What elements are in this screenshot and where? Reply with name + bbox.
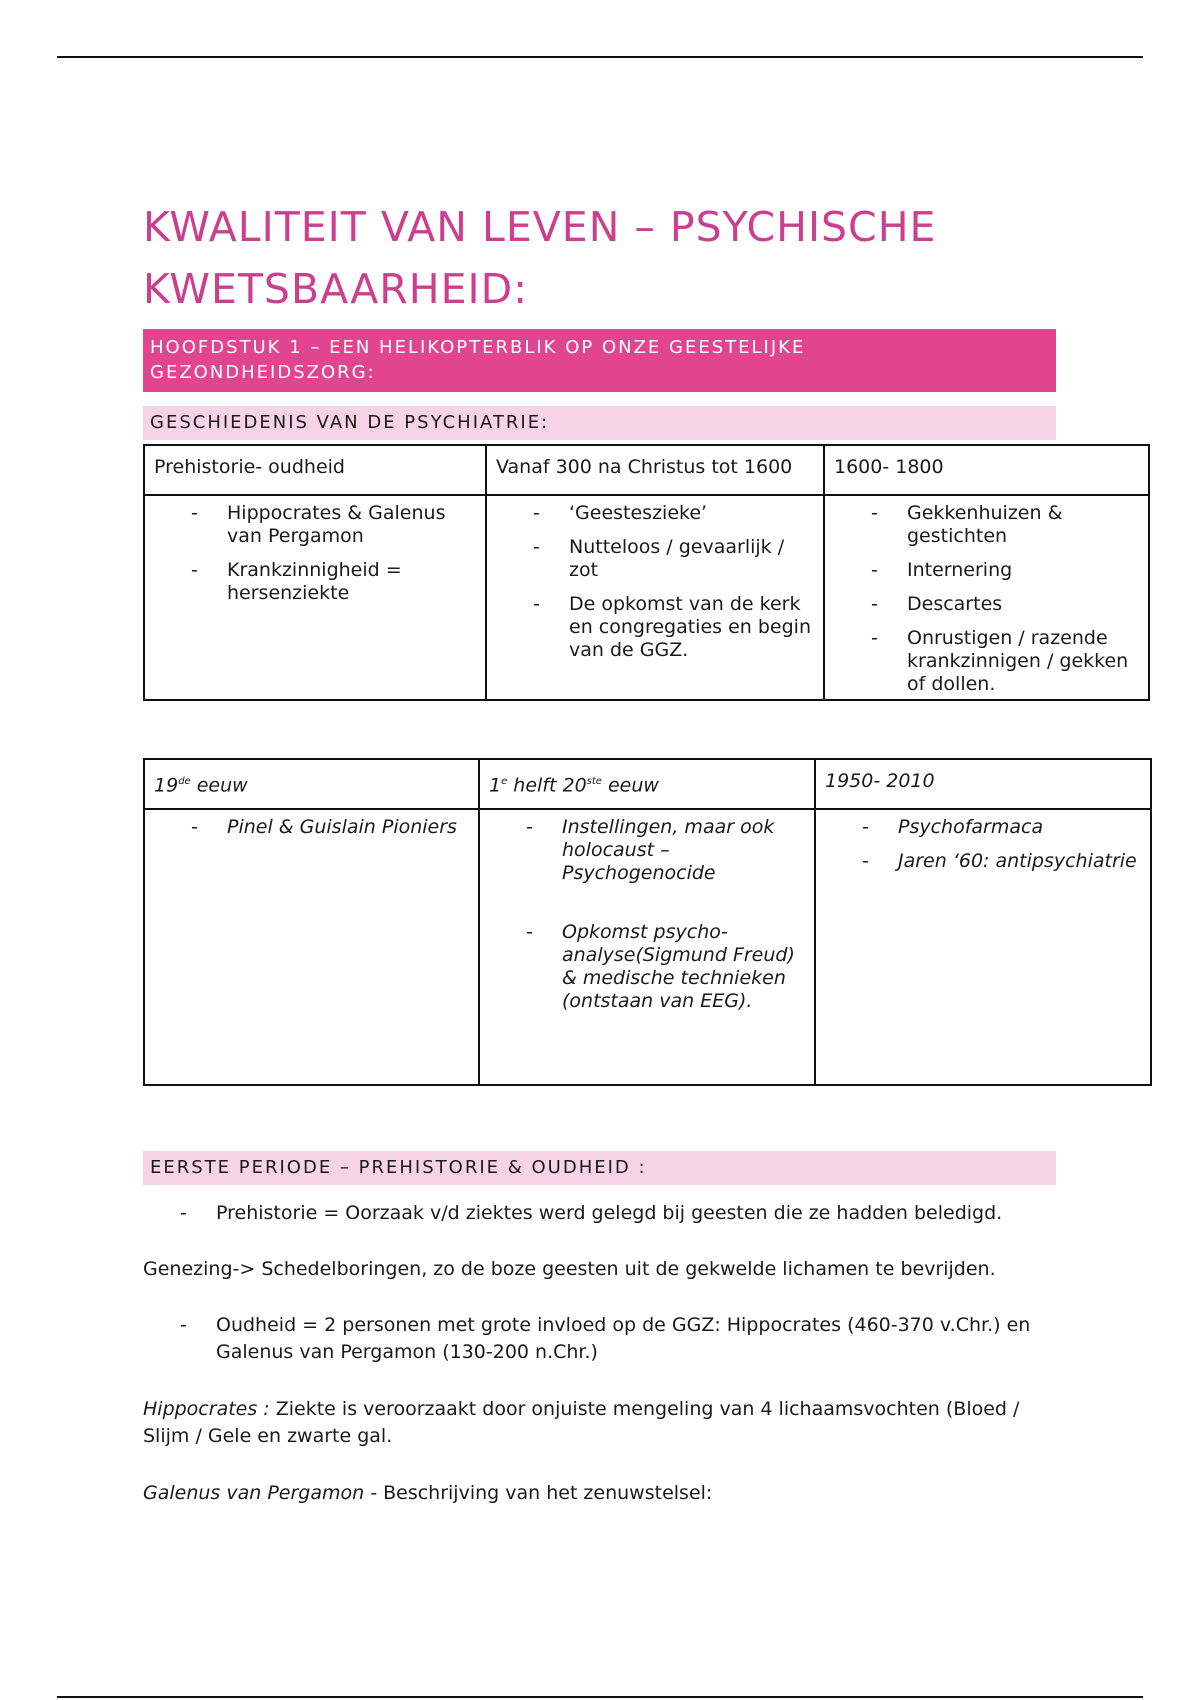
list-item: - Krankzinnigheid = hersenziekte <box>145 559 485 605</box>
bullet-text: Prehistorie = Oorzaak v/d ziektes werd gelegd bij geesten die ze hadden beledigd. <box>216 1202 1003 1224</box>
list-item: - Onrustigen / razende krankzinnigen / gekken of dollen. <box>825 627 1148 696</box>
table1-header-2: Vanaf 300 na Christus tot 1600 <box>486 445 824 495</box>
hippocrates-text: Ziekte is veroorzaakt door onjuiste mengeling van 4 lichaamsvochten (Bloed / Slijm / Gele en zwarte gal. <box>143 1398 1020 1447</box>
dash-mark: - <box>180 1202 187 1224</box>
title-line-2: KWETSBAARHEID: <box>143 265 529 313</box>
table2-cell-2 <box>479 809 815 1085</box>
table1-cell-1 <box>144 495 486 700</box>
chapter-heading-line-2: GEZONDHEIDSZORG: <box>150 362 376 383</box>
history-table-2 <box>143 758 1152 1086</box>
bullet-text: Oudheid = 2 personen met grote invloed op de GGZ: Hippocrates (460-370 v.Chr.) en Galenus van Pergamon (130-200 n.Chr.) <box>216 1314 1031 1363</box>
list-item: - Gekkenhuizen & gestichten <box>825 502 1148 548</box>
galenus-text: Beschrijving van het zenuwstelsel: <box>377 1482 713 1504</box>
table2-cell-1 <box>144 809 479 1085</box>
list-item: - Instellingen, maar ook holocaust – Psychogenocide <box>480 816 814 885</box>
bullet-oudheid <box>143 1312 1103 1366</box>
list-item: - Psychofarmaca <box>816 816 1150 839</box>
chapter-heading-line-1: HOOFDSTUK 1 – EEN HELIKOPTERBLIK OP ONZE GEESTELIJKE <box>150 337 806 358</box>
list-item: - Nutteloos / gevaarlijk / zot <box>487 536 823 582</box>
genezing-paragraph: Genezing-> Schedelboringen, zo de boze geesten uit de gekwelde lichamen te bevrijden. <box>143 1258 996 1280</box>
chapter-heading <box>143 329 1056 392</box>
list-item: - Opkomst psycho-analyse(Sigmund Freud) & medische technieken (ontstaan van EEG). <box>480 921 814 1013</box>
galenus-label: Galenus van Pergamon - <box>143 1482 378 1504</box>
hippocrates-label: Hippocrates : <box>143 1398 270 1420</box>
table2-header-2: 1e helft 20ste eeuw <box>479 759 815 809</box>
dash-mark: - <box>180 1314 187 1336</box>
hippocrates-paragraph <box>143 1396 1043 1450</box>
table1-header-1: Prehistorie- oudheid <box>144 445 486 495</box>
history-table-1 <box>143 444 1150 701</box>
table1-cell-2 <box>486 495 824 700</box>
table2-header-3: 1950- 2010 <box>815 759 1151 809</box>
list-item: - ‘Geesteszieke’ <box>487 502 823 525</box>
period-heading: EERSTE PERIODE – PREHISTORIE & OUDHEID : <box>143 1151 1056 1185</box>
list-item: - Hippocrates & Galenus van Pergamon <box>145 502 485 548</box>
top-rule <box>57 56 1143 58</box>
table1-header-3: 1600- 1800 <box>824 445 1149 495</box>
list-item: - Jaren ‘60: antipsychiatrie <box>816 850 1150 873</box>
list-item: - Internering <box>825 559 1148 582</box>
bullet-prehistorie <box>143 1200 1103 1227</box>
table1-cell-3 <box>824 495 1149 700</box>
bottom-rule <box>57 1696 1143 1698</box>
section-heading: GESCHIEDENIS VAN DE PSYCHIATRIE: <box>143 406 1056 440</box>
list-item: - Descartes <box>825 593 1148 616</box>
galenus-paragraph <box>143 1480 1103 1507</box>
list-item: - De opkomst van de kerk en congregaties en begin van de GGZ. <box>487 593 823 662</box>
table2-header-1: 19de eeuw <box>144 759 479 809</box>
title-line-1: KWALITEIT VAN LEVEN – PSYCHISCHE <box>143 203 937 251</box>
list-item: - Pinel & Guislain Pioniers <box>145 816 478 839</box>
page-title <box>143 196 1103 320</box>
table2-cell-3 <box>815 809 1151 1085</box>
